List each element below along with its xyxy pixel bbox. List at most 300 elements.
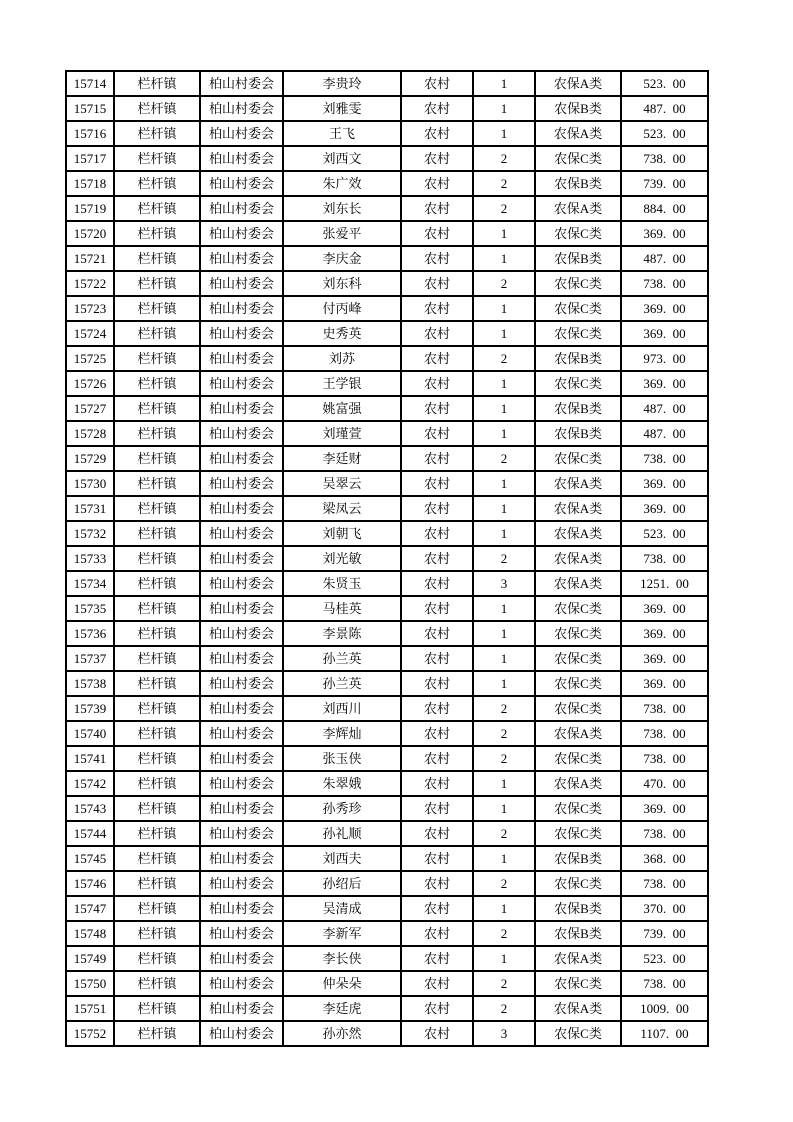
cell-person-count: 1 [473, 321, 535, 346]
cell-amount: 738. 00 [621, 746, 708, 771]
cell-person-name: 吴翠云 [283, 471, 401, 496]
cell-town: 栏杆镇 [114, 171, 200, 196]
cell-serial-number: 15735 [66, 596, 114, 621]
cell-person-name: 李辉灿 [283, 721, 401, 746]
cell-serial-number: 15742 [66, 771, 114, 796]
cell-village-committee: 柏山村委会 [200, 846, 283, 871]
cell-household-type: 农村 [401, 646, 473, 671]
cell-insurance-category: 农保A类 [535, 571, 621, 596]
cell-serial-number: 15731 [66, 496, 114, 521]
cell-town: 栏杆镇 [114, 121, 200, 146]
cell-person-name: 刘西文 [283, 146, 401, 171]
cell-village-committee: 柏山村委会 [200, 296, 283, 321]
cell-household-type: 农村 [401, 821, 473, 846]
cell-insurance-category: 农保C类 [535, 371, 621, 396]
cell-person-count: 1 [473, 121, 535, 146]
cell-insurance-category: 农保A类 [535, 546, 621, 571]
cell-insurance-category: 农保C类 [535, 696, 621, 721]
cell-household-type: 农村 [401, 596, 473, 621]
cell-serial-number: 15716 [66, 121, 114, 146]
cell-person-count: 2 [473, 996, 535, 1021]
cell-person-name: 李廷虎 [283, 996, 401, 1021]
cell-amount: 1107. 00 [621, 1021, 708, 1046]
cell-amount: 884. 00 [621, 196, 708, 221]
cell-household-type: 农村 [401, 696, 473, 721]
cell-serial-number: 15752 [66, 1021, 114, 1046]
table-row [66, 271, 708, 296]
cell-town: 栏杆镇 [114, 846, 200, 871]
cell-amount: 739. 00 [621, 171, 708, 196]
cell-village-committee: 柏山村委会 [200, 821, 283, 846]
cell-insurance-category: 农保C类 [535, 446, 621, 471]
cell-town: 栏杆镇 [114, 496, 200, 521]
cell-person-name: 李景陈 [283, 621, 401, 646]
cell-household-type: 农村 [401, 796, 473, 821]
cell-household-type: 农村 [401, 421, 473, 446]
cell-person-count: 2 [473, 546, 535, 571]
cell-serial-number: 15724 [66, 321, 114, 346]
cell-town: 栏杆镇 [114, 621, 200, 646]
cell-amount: 523. 00 [621, 521, 708, 546]
cell-village-committee: 柏山村委会 [200, 571, 283, 596]
cell-household-type: 农村 [401, 671, 473, 696]
cell-amount: 369. 00 [621, 596, 708, 621]
cell-person-count: 1 [473, 521, 535, 546]
cell-amount: 738. 00 [621, 271, 708, 296]
cell-person-count: 1 [473, 496, 535, 521]
cell-person-count: 2 [473, 271, 535, 296]
cell-serial-number: 15738 [66, 671, 114, 696]
cell-household-type: 农村 [401, 571, 473, 596]
cell-town: 栏杆镇 [114, 696, 200, 721]
table-row [66, 321, 708, 346]
cell-household-type: 农村 [401, 446, 473, 471]
cell-village-committee: 柏山村委会 [200, 246, 283, 271]
cell-village-committee: 柏山村委会 [200, 796, 283, 821]
cell-serial-number: 15729 [66, 446, 114, 471]
table-row [66, 446, 708, 471]
cell-person-name: 孙礼顺 [283, 821, 401, 846]
cell-serial-number: 15721 [66, 246, 114, 271]
cell-amount: 523. 00 [621, 946, 708, 971]
cell-person-name: 孙亦然 [283, 1021, 401, 1046]
cell-insurance-category: 农保A类 [535, 721, 621, 746]
cell-person-count: 2 [473, 696, 535, 721]
cell-village-committee: 柏山村委会 [200, 371, 283, 396]
cell-person-count: 1 [473, 621, 535, 646]
cell-serial-number: 15715 [66, 96, 114, 121]
table-row [66, 996, 708, 1021]
cell-town: 栏杆镇 [114, 146, 200, 171]
cell-village-committee: 柏山村委会 [200, 671, 283, 696]
table-row [66, 521, 708, 546]
cell-amount: 738. 00 [621, 821, 708, 846]
cell-amount: 369. 00 [621, 321, 708, 346]
cell-town: 栏杆镇 [114, 371, 200, 396]
table-row [66, 796, 708, 821]
cell-person-count: 2 [473, 146, 535, 171]
table-row [66, 746, 708, 771]
table-row [66, 696, 708, 721]
table-row [66, 421, 708, 446]
cell-household-type: 农村 [401, 721, 473, 746]
cell-person-name: 仲朵朵 [283, 971, 401, 996]
cell-household-type: 农村 [401, 921, 473, 946]
cell-village-committee: 柏山村委会 [200, 96, 283, 121]
cell-serial-number: 15740 [66, 721, 114, 746]
cell-household-type: 农村 [401, 321, 473, 346]
cell-insurance-category: 农保A类 [535, 946, 621, 971]
table-row [66, 646, 708, 671]
table-row [66, 196, 708, 221]
cell-serial-number: 15748 [66, 921, 114, 946]
cell-person-count: 1 [473, 296, 535, 321]
cell-insurance-category: 农保B类 [535, 421, 621, 446]
cell-person-name: 朱翠娥 [283, 771, 401, 796]
table-row [66, 246, 708, 271]
cell-amount: 739. 00 [621, 921, 708, 946]
cell-town: 栏杆镇 [114, 996, 200, 1021]
cell-town: 栏杆镇 [114, 896, 200, 921]
cell-village-committee: 柏山村委会 [200, 771, 283, 796]
table-row [66, 96, 708, 121]
cell-household-type: 农村 [401, 471, 473, 496]
cell-village-committee: 柏山村委会 [200, 721, 283, 746]
cell-village-committee: 柏山村委会 [200, 396, 283, 421]
table-row [66, 71, 708, 96]
cell-serial-number: 15727 [66, 396, 114, 421]
cell-village-committee: 柏山村委会 [200, 646, 283, 671]
table-row [66, 871, 708, 896]
cell-village-committee: 柏山村委会 [200, 196, 283, 221]
cell-person-name: 孙兰英 [283, 646, 401, 671]
cell-person-count: 1 [473, 71, 535, 96]
cell-amount: 369. 00 [621, 496, 708, 521]
cell-town: 栏杆镇 [114, 796, 200, 821]
cell-village-committee: 柏山村委会 [200, 121, 283, 146]
table-row [66, 396, 708, 421]
cell-insurance-category: 农保A类 [535, 71, 621, 96]
cell-village-committee: 柏山村委会 [200, 446, 283, 471]
cell-person-count: 1 [473, 946, 535, 971]
cell-serial-number: 15728 [66, 421, 114, 446]
cell-person-name: 朱贤玉 [283, 571, 401, 596]
cell-village-committee: 柏山村委会 [200, 621, 283, 646]
cell-serial-number: 15726 [66, 371, 114, 396]
cell-insurance-category: 农保C类 [535, 271, 621, 296]
cell-serial-number: 15717 [66, 146, 114, 171]
cell-insurance-category: 农保B类 [535, 896, 621, 921]
cell-town: 栏杆镇 [114, 521, 200, 546]
cell-serial-number: 15732 [66, 521, 114, 546]
cell-village-committee: 柏山村委会 [200, 546, 283, 571]
table-row [66, 146, 708, 171]
cell-amount: 1009. 00 [621, 996, 708, 1021]
cell-serial-number: 15746 [66, 871, 114, 896]
cell-village-committee: 柏山村委会 [200, 471, 283, 496]
cell-village-committee: 柏山村委会 [200, 521, 283, 546]
cell-person-name: 李庆金 [283, 246, 401, 271]
cell-insurance-category: 农保C类 [535, 1021, 621, 1046]
cell-household-type: 农村 [401, 1021, 473, 1046]
cell-serial-number: 15723 [66, 296, 114, 321]
cell-person-count: 2 [473, 971, 535, 996]
cell-village-committee: 柏山村委会 [200, 996, 283, 1021]
cell-person-name: 张玉侠 [283, 746, 401, 771]
cell-insurance-category: 农保C类 [535, 796, 621, 821]
cell-amount: 738. 00 [621, 696, 708, 721]
cell-person-count: 1 [473, 471, 535, 496]
cell-serial-number: 15751 [66, 996, 114, 1021]
cell-amount: 487. 00 [621, 421, 708, 446]
cell-person-name: 王学银 [283, 371, 401, 396]
cell-household-type: 农村 [401, 146, 473, 171]
cell-village-committee: 柏山村委会 [200, 971, 283, 996]
cell-person-count: 3 [473, 571, 535, 596]
cell-insurance-category: 农保A类 [535, 996, 621, 1021]
cell-serial-number: 15747 [66, 896, 114, 921]
cell-serial-number: 15720 [66, 221, 114, 246]
cell-person-name: 孙兰英 [283, 671, 401, 696]
cell-household-type: 农村 [401, 546, 473, 571]
cell-household-type: 农村 [401, 371, 473, 396]
cell-household-type: 农村 [401, 171, 473, 196]
cell-person-name: 马桂英 [283, 596, 401, 621]
cell-serial-number: 15733 [66, 546, 114, 571]
cell-person-name: 刘东长 [283, 196, 401, 221]
cell-insurance-category: 农保B类 [535, 96, 621, 121]
cell-person-name: 刘光敏 [283, 546, 401, 571]
cell-person-count: 1 [473, 421, 535, 446]
cell-amount: 738. 00 [621, 146, 708, 171]
table-body [66, 71, 708, 1046]
table-row [66, 171, 708, 196]
cell-town: 栏杆镇 [114, 221, 200, 246]
cell-household-type: 农村 [401, 96, 473, 121]
cell-town: 栏杆镇 [114, 421, 200, 446]
cell-serial-number: 15719 [66, 196, 114, 221]
cell-household-type: 农村 [401, 71, 473, 96]
cell-serial-number: 15718 [66, 171, 114, 196]
cell-village-committee: 柏山村委会 [200, 871, 283, 896]
cell-amount: 369. 00 [621, 621, 708, 646]
cell-person-name: 刘西川 [283, 696, 401, 721]
cell-town: 栏杆镇 [114, 921, 200, 946]
cell-town: 栏杆镇 [114, 246, 200, 271]
cell-amount: 523. 00 [621, 121, 708, 146]
cell-household-type: 农村 [401, 996, 473, 1021]
cell-amount: 738. 00 [621, 721, 708, 746]
cell-town: 栏杆镇 [114, 346, 200, 371]
cell-person-count: 1 [473, 371, 535, 396]
cell-person-count: 2 [473, 871, 535, 896]
cell-town: 栏杆镇 [114, 721, 200, 746]
cell-insurance-category: 农保C类 [535, 821, 621, 846]
table-row [66, 671, 708, 696]
cell-town: 栏杆镇 [114, 646, 200, 671]
cell-person-count: 1 [473, 796, 535, 821]
table-row [66, 1021, 708, 1046]
cell-village-committee: 柏山村委会 [200, 746, 283, 771]
cell-village-committee: 柏山村委会 [200, 921, 283, 946]
cell-town: 栏杆镇 [114, 446, 200, 471]
table-row [66, 296, 708, 321]
cell-insurance-category: 农保C类 [535, 671, 621, 696]
cell-village-committee: 柏山村委会 [200, 496, 283, 521]
cell-household-type: 农村 [401, 746, 473, 771]
cell-town: 栏杆镇 [114, 196, 200, 221]
cell-person-name: 吴清成 [283, 896, 401, 921]
cell-town: 栏杆镇 [114, 571, 200, 596]
cell-insurance-category: 农保C类 [535, 596, 621, 621]
cell-person-name: 梁凤云 [283, 496, 401, 521]
cell-person-count: 1 [473, 246, 535, 271]
cell-person-name: 张爱平 [283, 221, 401, 246]
cell-serial-number: 15744 [66, 821, 114, 846]
table-row [66, 771, 708, 796]
cell-insurance-category: 农保A类 [535, 771, 621, 796]
cell-person-count: 1 [473, 896, 535, 921]
cell-household-type: 农村 [401, 771, 473, 796]
cell-village-committee: 柏山村委会 [200, 596, 283, 621]
cell-amount: 487. 00 [621, 246, 708, 271]
cell-village-committee: 柏山村委会 [200, 1021, 283, 1046]
cell-town: 栏杆镇 [114, 871, 200, 896]
table-row [66, 346, 708, 371]
cell-person-count: 2 [473, 346, 535, 371]
cell-amount: 1251. 00 [621, 571, 708, 596]
cell-person-name: 刘瑾萱 [283, 421, 401, 446]
table-row [66, 946, 708, 971]
cell-insurance-category: 农保C类 [535, 146, 621, 171]
cell-insurance-category: 农保A类 [535, 121, 621, 146]
cell-household-type: 农村 [401, 896, 473, 921]
table-row [66, 821, 708, 846]
cell-household-type: 农村 [401, 621, 473, 646]
cell-town: 栏杆镇 [114, 771, 200, 796]
table-row [66, 496, 708, 521]
cell-town: 栏杆镇 [114, 471, 200, 496]
cell-town: 栏杆镇 [114, 271, 200, 296]
cell-household-type: 农村 [401, 496, 473, 521]
cell-serial-number: 15745 [66, 846, 114, 871]
cell-person-name: 姚富强 [283, 396, 401, 421]
cell-person-count: 1 [473, 396, 535, 421]
cell-amount: 368. 00 [621, 846, 708, 871]
cell-person-name: 刘朝飞 [283, 521, 401, 546]
cell-person-name: 李新军 [283, 921, 401, 946]
cell-amount: 369. 00 [621, 221, 708, 246]
cell-household-type: 农村 [401, 271, 473, 296]
cell-amount: 523. 00 [621, 71, 708, 96]
cell-household-type: 农村 [401, 396, 473, 421]
cell-insurance-category: 农保B类 [535, 346, 621, 371]
cell-person-name: 刘苏 [283, 346, 401, 371]
cell-insurance-category: 农保C类 [535, 871, 621, 896]
cell-person-count: 2 [473, 721, 535, 746]
cell-insurance-category: 农保C类 [535, 221, 621, 246]
cell-person-name: 李长侠 [283, 946, 401, 971]
cell-town: 栏杆镇 [114, 296, 200, 321]
cell-person-name: 付丙峰 [283, 296, 401, 321]
cell-village-committee: 柏山村委会 [200, 271, 283, 296]
cell-household-type: 农村 [401, 346, 473, 371]
cell-amount: 738. 00 [621, 546, 708, 571]
cell-amount: 369. 00 [621, 646, 708, 671]
cell-town: 栏杆镇 [114, 746, 200, 771]
cell-insurance-category: 农保C类 [535, 621, 621, 646]
cell-serial-number: 15743 [66, 796, 114, 821]
cell-person-name: 刘东科 [283, 271, 401, 296]
cell-serial-number: 15722 [66, 271, 114, 296]
cell-insurance-category: 农保B类 [535, 846, 621, 871]
cell-village-committee: 柏山村委会 [200, 696, 283, 721]
cell-person-count: 2 [473, 446, 535, 471]
cell-village-committee: 柏山村委会 [200, 221, 283, 246]
cell-village-committee: 柏山村委会 [200, 896, 283, 921]
cell-person-count: 1 [473, 846, 535, 871]
cell-household-type: 农村 [401, 196, 473, 221]
cell-insurance-category: 农保A类 [535, 496, 621, 521]
cell-serial-number: 15737 [66, 646, 114, 671]
cell-household-type: 农村 [401, 221, 473, 246]
cell-serial-number: 15736 [66, 621, 114, 646]
cell-village-committee: 柏山村委会 [200, 346, 283, 371]
cell-person-count: 1 [473, 96, 535, 121]
cell-amount: 370. 00 [621, 896, 708, 921]
cell-town: 栏杆镇 [114, 971, 200, 996]
cell-amount: 973. 00 [621, 346, 708, 371]
table-row [66, 721, 708, 746]
table-row [66, 121, 708, 146]
cell-person-name: 王飞 [283, 121, 401, 146]
cell-village-committee: 柏山村委会 [200, 146, 283, 171]
cell-person-name: 刘西夫 [283, 846, 401, 871]
cell-household-type: 农村 [401, 521, 473, 546]
cell-amount: 369. 00 [621, 296, 708, 321]
cell-person-name: 孙绍后 [283, 871, 401, 896]
cell-person-count: 1 [473, 771, 535, 796]
table-row [66, 471, 708, 496]
table-row [66, 546, 708, 571]
cell-insurance-category: 农保C类 [535, 971, 621, 996]
table-row [66, 596, 708, 621]
table-row [66, 221, 708, 246]
cell-person-count: 2 [473, 746, 535, 771]
cell-serial-number: 15734 [66, 571, 114, 596]
cell-town: 栏杆镇 [114, 546, 200, 571]
cell-person-count: 2 [473, 171, 535, 196]
cell-serial-number: 15739 [66, 696, 114, 721]
cell-town: 栏杆镇 [114, 1021, 200, 1046]
cell-person-count: 2 [473, 921, 535, 946]
cell-village-committee: 柏山村委会 [200, 946, 283, 971]
cell-insurance-category: 农保B类 [535, 171, 621, 196]
cell-town: 栏杆镇 [114, 71, 200, 96]
cell-town: 栏杆镇 [114, 596, 200, 621]
table-row [66, 921, 708, 946]
cell-person-count: 2 [473, 821, 535, 846]
cell-village-committee: 柏山村委会 [200, 321, 283, 346]
cell-household-type: 农村 [401, 246, 473, 271]
cell-amount: 369. 00 [621, 371, 708, 396]
cell-person-name: 李贵玲 [283, 71, 401, 96]
cell-serial-number: 15749 [66, 946, 114, 971]
cell-person-name: 史秀英 [283, 321, 401, 346]
cell-amount: 738. 00 [621, 446, 708, 471]
cell-household-type: 农村 [401, 296, 473, 321]
cell-insurance-category: 农保A类 [535, 521, 621, 546]
